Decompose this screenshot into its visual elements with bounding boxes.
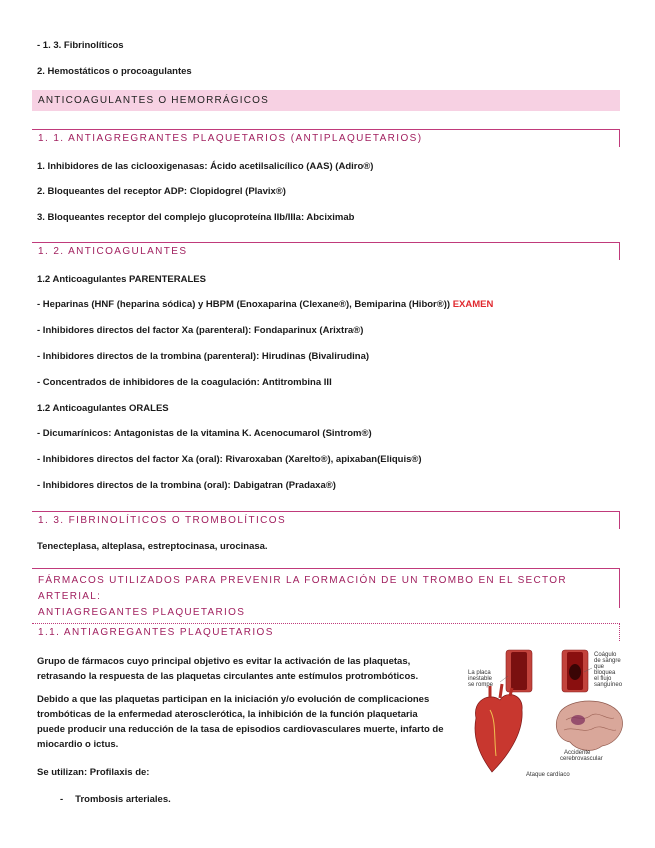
- heparinas-text: - Heparinas (HNF (heparina sódica) y HBPM (Enoxaparina (Clexane®), Bemiparina (Hibor®)): [37, 299, 451, 310]
- heart-brain-illustration: [466, 648, 626, 780]
- heart-icon: [475, 695, 522, 772]
- list-item: - Dicumarínicos: Antagonistas de la vitamina K. Acenocumarol (Sintrom®): [37, 428, 372, 439]
- list-item-heparinas: [37, 299, 493, 311]
- bullet-dash: -: [60, 794, 64, 805]
- examen-tag: EXAMEN: [452, 299, 494, 310]
- label-coagulo-3: que: [594, 664, 605, 670]
- list-item: - Inhibidores directos del factor Xa (parenteral): Fondaparinux (Arixtra®): [37, 325, 364, 336]
- list-item-hemostaticos: 2. Hemostáticos o procoagulantes: [37, 66, 192, 77]
- bullet-item: [60, 794, 171, 806]
- label-placa-3: se rompe: [468, 682, 494, 688]
- label-placa-1: La placa: [468, 670, 491, 676]
- list-item: 1. Inhibidores de las ciclooxigenasas: Ácido acetilsalicílico (AAS) (Adiro®): [37, 161, 374, 172]
- section-banner: ANTICOAGULANTES O HEMORRÁGICOS: [32, 90, 620, 111]
- section-heading-antiagregantes: 1. 1. ANTIAGREGRANTES PLAQUETARIOS (ANTIPLAQUETARIOS): [32, 129, 620, 147]
- label-accidente-2: cerebrovascular: [560, 756, 603, 762]
- label-accidente-1: Accidente: [564, 750, 591, 756]
- list-item: 3. Bloqueantes receptor del complejo glucoproteína IIb/IIIa: Abciximab: [37, 212, 355, 223]
- heading-line-2: ANTIAGREGANTES PLAQUETARIOS: [38, 607, 246, 618]
- label-placa-2: inestable: [468, 676, 493, 682]
- list-item: - Inhibidores directos de la trombina (parenteral): Hirudinas (Bivalirudina): [37, 351, 370, 362]
- list-item: - Concentrados de inhibidores de la coagulación: Antitrombina III: [37, 377, 332, 388]
- label-coagulo-4: bloquea: [594, 670, 616, 676]
- heading-line-1: FÁRMACOS UTILIZADOS PARA PREVENIR LA FORMACIÓN DE UN TROMBO EN EL SECTOR ARTERIAL:: [38, 575, 567, 602]
- label-ataque: Ataque cardíaco: [526, 772, 570, 778]
- fibrinoliticos-text: Tenecteplasa, alteplasa, estreptocinasa, urocinasa.: [37, 541, 268, 552]
- subheading-parenterales: 1.2 Anticoagulantes PARENTERALES: [37, 274, 206, 285]
- label-coagulo-5: el flujo: [594, 676, 612, 682]
- paragraph-se-utilizan: Se utilizan: Profilaxis de:: [37, 767, 150, 778]
- list-item: - Inhibidores directos de la trombina (oral): Dabigatran (Pradaxa®): [37, 480, 336, 491]
- list-item: - Inhibidores directos del factor Xa (oral): Rivaroxaban (Xarelto®), apixaban(Eliquis®): [37, 454, 422, 465]
- section-heading-farmacos: [32, 568, 620, 618]
- paragraph-objetivo: Grupo de fármacos cuyo principal objetivo es evitar la activación de las plaquetas, retrasando la respuesta de las plaquetas circulantes ante estímulos protrombóticos.: [37, 656, 419, 682]
- subheading-orales: 1.2 Anticoagulantes ORALES: [37, 403, 169, 414]
- section-heading-anticoagulantes: 1. 2. ANTICOAGULANTES: [32, 242, 620, 260]
- list-item: 2. Bloqueantes del receptor ADP: Clopidogrel (Plavix®): [37, 186, 286, 197]
- section-heading-antiagregantes-plaquetarios: 1.1. ANTIAGREGANTES PLAQUETARIOS: [32, 623, 620, 641]
- section-heading-fibrinoliticos: 1. 3. FIBRINOLÍTICOS O TROMBOLÍTICOS: [32, 511, 620, 529]
- paragraph-plaquetas: Debido a que las plaquetas participan en la iniciación y/o evolución de complicaciones trombóticas de la enfermedad aterosclerótica, la inhibición de la función plaquetaria puede producir una reducción de la tasa de episodios cardiovasculares muerte, infarto de miocardio o ictus.: [37, 694, 444, 750]
- bullet-text: Trombosis arteriales.: [75, 794, 171, 805]
- label-coagulo-1: Coágulo: [594, 652, 617, 658]
- brain-icon: [556, 701, 622, 750]
- label-coagulo-2: de sangre: [594, 658, 621, 664]
- list-item-fibrinoliticos: - 1. 3. Fibrinolíticos: [37, 40, 124, 51]
- label-coagulo-6: sanguíneo: [594, 682, 623, 688]
